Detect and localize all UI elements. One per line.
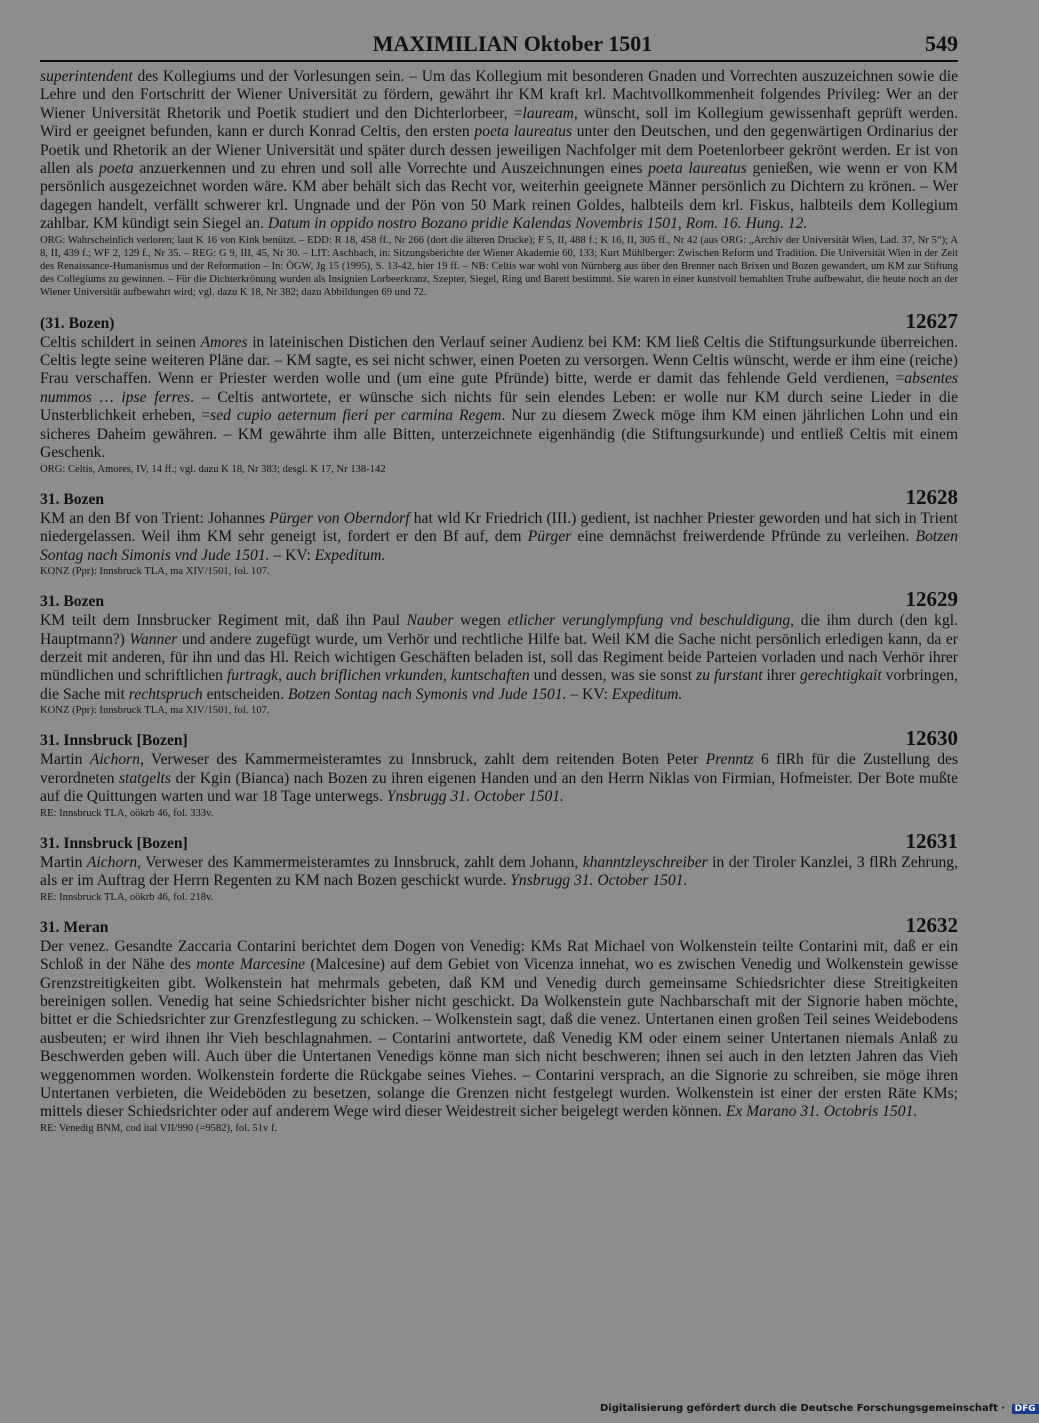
document-page	[40, 30, 958, 1137]
regest-entry	[40, 485, 958, 578]
footer-credit: Digitalisierung gefördert durch die Deutsche Forschungsgemeinschaft · DFG	[600, 1403, 1039, 1414]
entry-header	[40, 587, 958, 612]
regest-entry	[40, 309, 958, 476]
regest-entry	[40, 587, 958, 717]
entry-date-place: 31. Bozen	[40, 490, 105, 508]
entry-header	[40, 829, 958, 854]
entry-source-note: ORG: Celtis, Amores, IV, 14 ff.; vgl. dazu K 18, Nr 383; desgl. K 17, Nr 138-142	[40, 463, 386, 475]
entry-date-place: (31. Bozen)	[40, 314, 115, 332]
entry-date-place: 31. Innsbruck [Bozen]	[40, 732, 188, 750]
entry-date-place: 31. Bozen	[40, 593, 105, 611]
page-number: 549	[925, 31, 958, 56]
entry-text: Martin Aichorn, Verweser des Kammermeisteramtes zu Innsbruck, zahlt dem Johann, khanntzleyschreiber in der Tiroler Kanzlei, 3 flRh Zehrung, als er im Auftrag der Herrn Regenten zu KM nach Bozen geschickt wurde. Ynsbrugg 31. October 1501.	[40, 853, 959, 890]
entry-source-note: KONZ (Ppr): Innsbruck TLA, ma XIV/1501, fol. 107.	[40, 705, 270, 717]
entry-header	[40, 913, 958, 938]
footer-text: Digitalisierung gefördert durch die Deutsche Forschungsgemeinschaft	[600, 1403, 998, 1414]
entry-text: KM an den Bf von Trient: Johannes Pürger von Oberndorf hat wld Kr Friedrich (III.) gedient, ist nachher Priester geworden und hat sich in Trient niedergelassen. Weil ihm KM sehr geneigt ist, fordert er den Bf auf, dem Pürger eine demnächst freiwerdende Pfründe zu verleihen. Botzen Sontag nach Simonis vnd Jude 1501. – KV: Expeditum.	[40, 509, 958, 564]
entry-header	[40, 309, 958, 334]
intro-section	[40, 68, 958, 300]
regest-entry	[40, 829, 958, 904]
entry-text: KM teilt dem Innsbrucker Regiment mit, daß ihn Paul Nauber wegen etlicher verunglympfung vnd beschuldigung, die ihm durch (den kgl. Hauptmann?) Wanner und andere zugefügt wurde, um Verhör und rechtliche Hilfe bat. Weil KM die Sache nicht persönlich erledigen kann, da er derzeit mit anderen, für ihn und das Hl. Reich wichtigen Geschäften beladen ist, soll das Regiment beide Parteien vorladen und nach Verhör ihrer mündlichen und schriftlichen furtragk, auch briflichen vrkunden, kuntschaften und dessen, was sie sonst zu furstant ihrer gerechtigkait vorbringen, die Sache mit rechtspruch entscheiden. Botzen Sontag nach Symonis vnd Jude 1501. – KV: Expeditum.	[40, 612, 959, 703]
entry-source-note: KONZ (Ppr): Innsbruck TLA, ma XIV/1501, fol. 107.	[40, 565, 270, 577]
running-head	[40, 30, 958, 62]
entry-number: 12632	[905, 912, 958, 937]
entry-text: Martin Aichorn, Verweser des Kammermeisteramtes zu Innsbruck, zahlt dem reitenden Boten Peter Prenntz 6 flRh für die Zustellung des verordneten statgelts der Kgin (Bianca) nach Bozen zu ihren eigenen Handen und an den Herrn Niklas von Firmian, Hofmeister. Der Bote mußte auf die Quittungen warten und war 18 Tage unterwegs. Ynsbrugg 31. October 1501.	[40, 751, 958, 806]
regest-entries	[40, 309, 958, 1135]
entry-number: 12629	[905, 587, 958, 612]
entry-source-note: RE: Venedig BNM, cod ital VII/990 (=9582), fol. 51v f.	[40, 1122, 278, 1134]
intro-text: superintendent des Kollegiums und der Vorlesungen sein. – Um das Kollegium mit besonderen Gnaden und Vorrechten auszuzeichnen sowie die Lehre und den Fortschritt der Wiener Universität zu fördern, gewährt ihr KM kraft krl. Machtvollkommenheit folgendes Privileg: Wer an der Wiener Universität Rhetorik und Poetik studiert und den Dichterlorbeer, =lauream, wünscht, soll im Kollegium gewissenhaft geprüft werden. Wird er geeignet befunden, kann er durch Konrad Celtis, den ersten poeta laureatus unter den Deutschen, und den gegenwärtigen Ordinarius der Poetik und Rhetorik an der Wiener Universität und später durch dessen jeweiligen Nachfolger mit dem Poetenlorbeer gekrönt werden. Er ist von allen als poeta anzuerkennen und zu ehren und soll alle Vorrechte und Auszeichnungen eines poeta laureatus genießen, wie wenn er von KM persönlich ausgezeichnet worden wäre. KM aber behält sich das Recht vor, weiterhin geeignete Männer persönlich zu Dichtern zu krönen. – Wer dagegen handelt, verfällt schwerer krl. Ungnade und der Pön von 50 Mark reinen Goldes, halbteils dem krl. Fiskus, halbteils dem Kollegium zahlbar. KM kündigt sein Siegel an. Datum in oppido nostro Bozano pridie Kalendas Novembris 1501, Rom. 16. Hung. 12.	[40, 68, 959, 233]
regest-entry	[40, 913, 958, 1135]
regest-entry	[40, 726, 958, 819]
entry-number: 12627	[905, 308, 958, 333]
entry-source-note: RE: Innsbruck TLA, oökrb 46, fol. 333v.	[40, 807, 214, 819]
running-head-title: MAXIMILIAN Oktober 1501	[372, 31, 653, 56]
entry-date-place: 31. Innsbruck [Bozen]	[40, 834, 188, 852]
entry-text: Der venez. Gesandte Zaccaria Contarini berichtet dem Dogen von Venedig: KMs Rat Michael von Wolkenstein teilte Contarini mit, daß er ein Schloß in der Nähe des monte Marcesine (Malcesine) auf dem Gebiet von Vicenza innehat, wo es zwischen Venedig und Wolkenstein gewisse Grenzstreitigkeiten gibt. Wolkenstein hat mehrmals gebeten, daß KM und Venedig durch gemeinsame Schiedsrichter diese Streitigkeiten bereinigen sollen. Venedig hat seine Schiedsrichter bisher nicht geschickt. Da Wolkenstein gute Nachbarschaft mit der Signorie haben möchte, bittet er die Schiedsrichter zur Grenzfestlegung zu schicken. – Wolkenstein sagt, daß die venez. Untertanen einen großen Teil seines Weidebodens ausbeuten; er wird ihnen ihr Vieh beschlagnahmen. – Contarini antwortete, daß Venedig KM oder einem seiner Untertanen niemals Anlaß zu Beschwerden geben will. Auch über die Untertanen Venedigs könne man sich nicht beschweren; ihnen sei auch in den letzten Jahren das Vieh weggenommen worden. Wolkenstein forderte die Rückgabe seines Viehes. – Contarini versprach, an die Signorie zu schreiben, sie möge ihren Untertanen verbieten, die Weideböden zu besetzen, solange die Grenzen nicht festgelegt wurden. Wolkenstein ist einer der ersten Räte KMs; mittels dieser Schiedsrichter oder auf anderem Wege wird dieser Weidestreit sicher beigelegt werden können. Ex Marano 31. Octobris 1501.	[40, 937, 959, 1121]
entry-date-place: 31. Meran	[40, 918, 109, 936]
entry-number: 12628	[905, 484, 958, 509]
intro-note: ORG: Wahrscheinlich verloren; laut K 16 von Kink benützt. – EDD: R 18, 458 ff., Nr 266 (dort die älteren Drucke); F 5, II, 488 f.; K 16, II, 305 ff., Nr 42 (aus ORG: „Archiv der Universität Wien, Lad. 37, Nr 5“); A 8, II, 439 f.; WF 2, 129 f., Nr 35. – REG: G 9, III, 45, Nr 30. – LIT: Aschbach, in: Sitzungsberichte der Wiener Akademie 60, 133; Kurt Mühlberger: Zwischen Reform und Tradition. Die Universität Wien in der Zeit des Renaissance-Humanismus und der Reformation – In: ÖGW, Jg 15 (1995), S. 13-42, hier 19 ff. – NB: Celtis war wohl von Nürnberg aus über den Brenner nach Brixen und Bozen gewandert, um KM zur Stiftung des Collegiums zu gewinnen. – Für die Dichterkrönung wurden als Insignien Lorbeerkranz, Szepter, Siegel, Ring und Barett bestimmt. Sie waren in einer kunstvoll bemahlten Truhe aufbewahrt, die heute noch an der Wiener Universität aufbewahrt wird; vgl. dazu K 18, Nr 382; dazu Abbildungen 69 und 72.	[40, 234, 958, 299]
entry-text: Celtis schildert in seinen Amores in lateinischen Distichen den Verlauf seiner Audienz bei KM: KM ließ Celtis die Stiftungsurkunde überreichen. Celtis legte seine weiteren Pläne dar. – KM sagte, es sei nicht schwer, einen Poeten zu versorgen. Wenn Celtis wünscht, werde er ihm eine (reiche) Frau verschaffen. Wenn er Priester werden wolle und (um eine gute Pfründe) bitte, werde er damit das fehlende Geld verdienen, =absentes nummos … ipse ferres. – Celtis antwortete, er wünsche sich nichts für sein elendes Leben: er wolle nur KM durch seine Lieder in die Unsterblichkeit erheben, =sed cupio aeternum fieri per carmina Regem. Nur zu diesem Zweck möge ihm KM einen jährlichen Lohn und ein sicheres Daheim gewähren. – KM gewährte ihm alle Bitten, unterzeichnete eigenhändig (die Stiftungsurkunde) und entließ Celtis mit einem Geschenk.	[40, 333, 959, 462]
entry-number: 12631	[905, 828, 958, 853]
entry-source-note: RE: Innsbruck TLA, oökrb 46, fol. 218v.	[40, 891, 214, 903]
entry-header	[40, 726, 958, 751]
dfg-logo: DFG	[1012, 1404, 1039, 1414]
entry-header	[40, 485, 958, 510]
entry-number: 12630	[905, 726, 958, 751]
